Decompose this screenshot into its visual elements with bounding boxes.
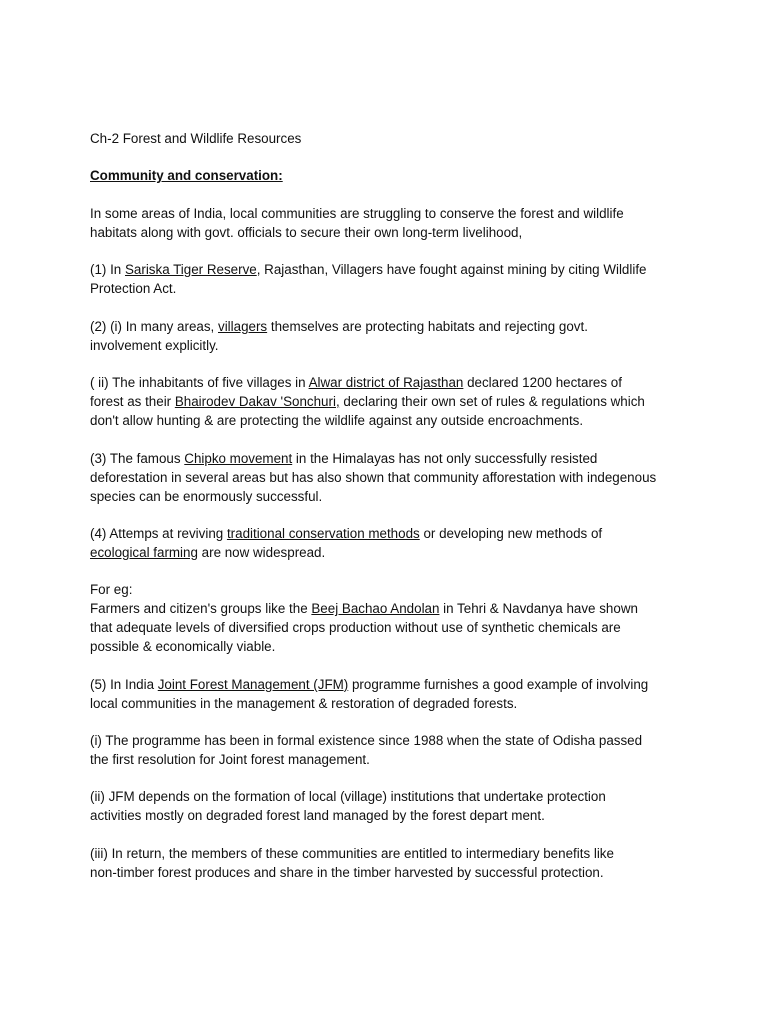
paragraph-1: (1) In Sariska Tiger Reserve, Rajasthan, Villagers have fought against mining by citing Wildlife Protection Act. <box>90 262 647 296</box>
paragraph-3: (3) The famous Chipko movement in the Himalayas has not only successfully resisted deforestation in several areas but has also shown that community afforestation with indegenous species can be enormously successful. <box>90 451 657 504</box>
paragraph-4: (4) Attemps at reviving traditional conservation methods or developing new methods of ecological farming are now widespread. <box>90 526 603 560</box>
section-heading: Community and conservation: <box>90 168 283 183</box>
villagers-text: villagers <box>218 319 268 334</box>
paragraph-5-iii: (iii) In return, the members of these communities are entitled to intermediary benefits like non-timber forest produces and share in the timber harvested by successful protection. <box>90 846 614 880</box>
beej-bachao-andolan-text: Beej Bachao Andolan <box>311 601 440 616</box>
alwar-district-text: Alwar district of Rajasthan <box>308 375 464 390</box>
paragraph-5: (5) In India Joint Forest Management (JFM) programme furnishes a good example of involving local communities in the management & restoration of degraded forests. <box>90 677 649 711</box>
ecological-farming-text: ecological farming <box>90 545 198 560</box>
chipko-movement-text: Chipko movement <box>184 451 293 466</box>
paragraph-2-i: (2) (i) In many areas, villagers themselves are protecting habitats and rejecting govt. involvement explicitly. <box>90 319 588 353</box>
sariska-tiger-reserve-text: Sariska Tiger Reserve <box>124 262 257 277</box>
jfm-text: Joint Forest Management (JFM) <box>157 677 349 692</box>
paragraph-5-i: (i) The programme has been in formal existence since 1988 when the state of Odisha passed the first resolution for Joint forest management. <box>90 733 643 767</box>
intro-paragraph: In some areas of India, local communities are struggling to conserve the forest and wildlife habitats along with govt. officials to secure their own long-term livelihood, <box>90 206 624 240</box>
paragraph-2-ii: ( ii) The inhabitants of five villages in Alwar district of Rajasthan declared 1200 hectares of forest as their Bhairodev Dakav 'Sonchuri, declaring their own set of rules & regulations which don't allow hunting & are protecting the wildlife against any outside encroachments. <box>90 375 645 428</box>
example-paragraph: For eg: Farmers and citizen's groups like the Beej Bachao Andolan in Tehri & Navdanya have shown that adequate levels of diversified crops production without use of synthetic chemicals are possible & economically viable. <box>90 582 638 654</box>
traditional-methods-text: traditional conservation methods <box>226 526 420 541</box>
document-title: Ch-2 Forest and Wildlife Resources <box>90 131 302 146</box>
bhairodev-dakav-text: Bhairodev Dakav 'Sonchuri, <box>174 394 340 409</box>
paragraph-5-ii: (ii) JFM depends on the formation of local (village) institutions that undertake protection activities mostly on degraded forest land managed by the forest depart ment. <box>90 789 606 823</box>
